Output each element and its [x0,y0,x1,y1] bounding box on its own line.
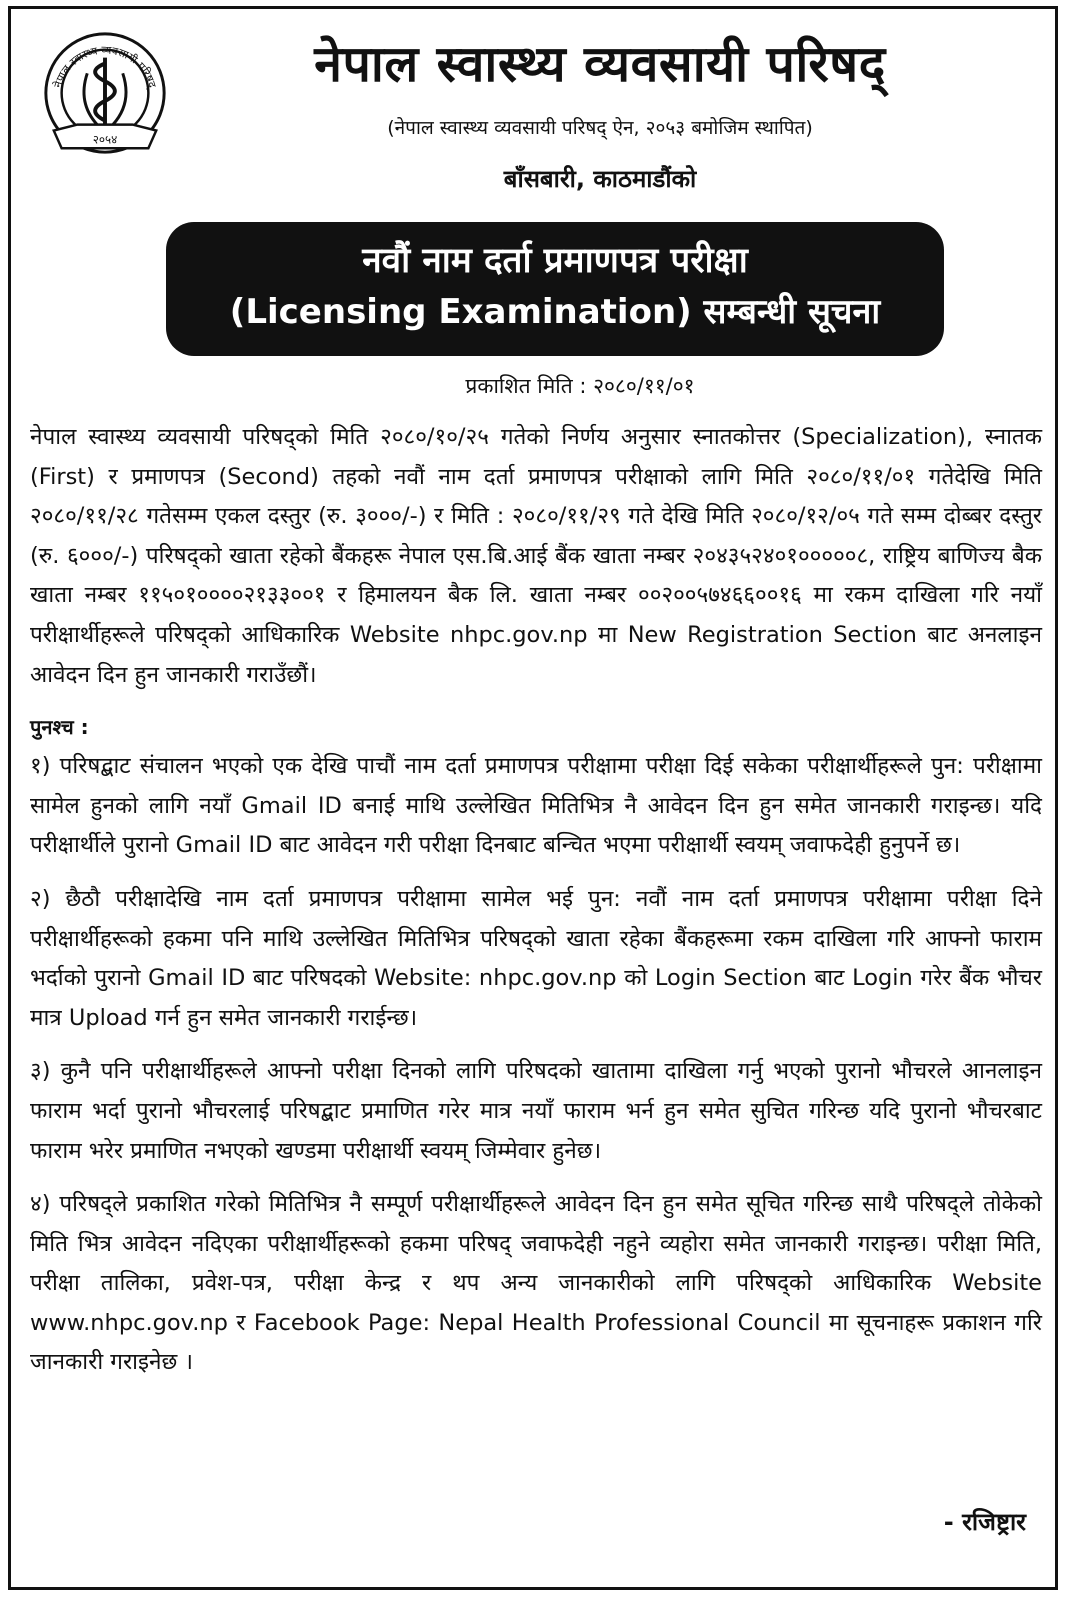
registrar-signature: - रजिष्ट्रार [943,1508,1026,1536]
banner-line-2: (Licensing Examination) सम्बन्धी सूचना [229,292,881,332]
postscript-note-4: ४) परिषद्ले प्रकाशित गरेको मितिभित्र नै सम्पूर्ण परीक्षार्थीहरूले आवेदन दिन हुन समेत सूचित गरिन्छ साथै परिषद्ले तोकेको मिति भित्र आवेदन नदिएका परीक्षार्थीहरूको हकमा परिषद् जवाफदेही नहुने व्यहोरा समेत जानकारी गराइन्छ। परीक्षा मिति, परीक्षा तालिका, प्रवेश-पत्र, परीक्षा केन्द्र र थप अन्य जानकारीको लागि परिषद्को आधिकारिक Website www.nhpc.gov.np र Facebook Page: Nepal Health Professional Council मा सूचनाहरू प्रकाशन गरि जानकारी गराइनेछ । [30,1191,1042,1376]
banner-line-1: नवौं नाम दर्ता प्रमाणपत्र परीक्षा [362,241,748,281]
postscript-heading: पुनश्च : [30,715,89,740]
office-address: बाँसबारी, काठमाडौंको [503,165,697,193]
notice-body [30,418,1042,1583]
postscript-note-2: २) छैठौ परीक्षादेखि नाम दर्ता प्रमाणपत्र परीक्षामा सामेल भई पुन: नवौं नाम दर्ता प्रमाणपत्र परीक्षामा परीक्षा दिने परीक्षार्थीहरूको हकमा पनि माथि उल्लेखित मितिभित्र परिषद्को खाता रहेका बैंकहरूमा रकम दाखिला गरि आफ्नो फाराम भर्दाको पुरानो Gmail ID बाट परिषदको Website: nhpc.gov.np को Login Section बाट Login गरेर बैंक भौचर मात्र Upload गर्न हुन समेत जानकारी गराईन्छ। [30,885,1042,1031]
council-title: नेपाल स्वास्थ्य व्यवसायी परिषद् [314,35,886,93]
notice-banner [166,222,944,356]
svg-text:नेपाल स्वास्थ्य व्यवसायी परिषद: नेपाल स्वास्थ्य व्यवसायी परिषद् [51,43,159,90]
published-date: प्रकाशित मिति : २०८०/११/०१ [465,374,695,398]
establishment-note: (नेपाल स्वास्थ्य व्यवसायी परिषद् ऐन, २०५३ बमोजिम स्थापित) [387,117,813,139]
main-paragraph: नेपाल स्वास्थ्य व्यवसायी परिषद्को मिति २०८०/१०/२५ गतेको निर्णय अनुसार स्नातकोत्तर (Specialization), स्नातक (First) र प्रमाणपत्र (Second) तहको नवौं नाम दर्ता प्रमाणपत्र परीक्षाको लागि मिति २०८०/११/०१ गतेदेखि मिति २०८०/११/२८ गतेसम्म एकल दस्तुर (रु. ३०००/-) र मिति : २०८०/११/२९ गते देखि मिति २०८०/१२/०५ गते सम्म दोब्बर दस्तुर (रु. ६०००/-) परिषद्को खाता रहेको बैंकहरू नेपाल एस.बि.आई बैंक खाता नम्बर २०४३५२४०१०००००८, राष्ट्रिय बाणिज्य बैक खाता नम्बर ११५०१००००२१३३००१ र हिमालयन बैक लि. खाता नम्बर ००२००५७४६६००१६ मा रकम दाखिला गरि नयाँ परीक्षार्थीहरूले परिषद्को आधिकारिक Website nhpc.gov.np मा New Registration Section बाट अनलाइन आवेदन दिन हुन जानकारी गराउँछौं। [30,424,1042,688]
postscript-note-3: ३) कुनै पनि परीक्षार्थीहरूले आफ्नो परीक्षा दिनको लागि परिषदको खातामा दाखिला गर्नु भएको पुरानो भौचरले आनलाइन फाराम भर्दा पुरानो भौचरलाई परिषद्बाट प्रमाणित गरेर मात्र नयाँ फाराम भर्न हुन समेत सुचित गरिन्छ यदि पुरानो भौचरबाट फाराम भरेर प्रमाणित नभएको खण्डमा परीक्षार्थी स्वयम् जिम्मेवार हुनेछ। [30,1058,1042,1164]
council-seal-logo [36,28,174,166]
postscript-note-1: १) परिषद्बाट संचालन भएको एक देखि पाचौं नाम दर्ता प्रमाणपत्र परीक्षामा परीक्षा दिई सकेका परीक्षार्थीहरूले पुन: परीक्षामा सामेल हुनको लागि नयाँ Gmail ID बनाई माथि उल्लेखित मितिभित्र नै आवेदन दिन हुन समेत जानकारी गराइन्छ। यदि परीक्षार्थीले पुरानो Gmail ID बाट आवेदन गरी परीक्षा दिनबाट बन्चित भएमा परीक्षार्थी स्वयम् जवाफदेही हुनुपर्ने छ। [30,753,1042,859]
svg-text:२०५४: २०५४ [92,132,118,147]
